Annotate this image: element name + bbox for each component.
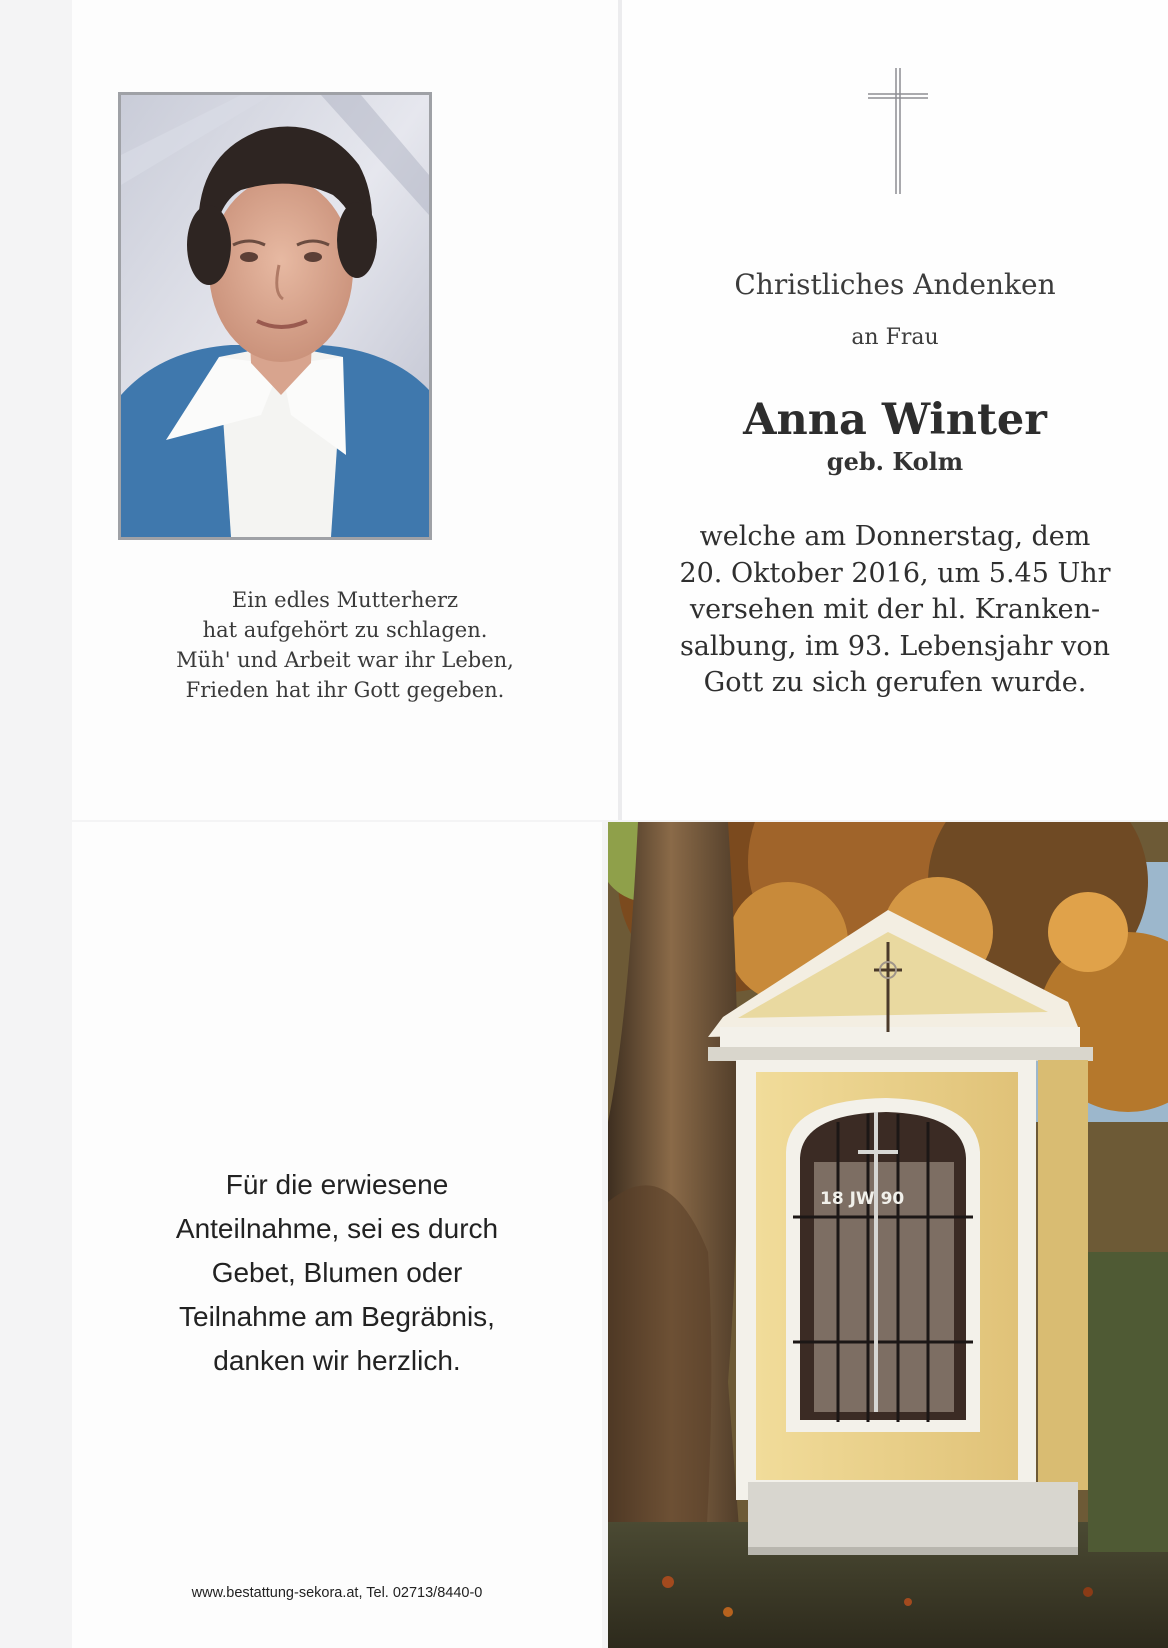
obituary-text [622, 519, 1168, 702]
deceased-name: Anna Winter [743, 395, 1047, 445]
memorial-subheading: an Frau [851, 325, 939, 350]
thanks-message [72, 1163, 602, 1383]
obituary-line: salbung, im 93. Lebensjahr von [679, 630, 1111, 662]
thanks-line: danken wir herzlich. [213, 1345, 461, 1376]
verse-line: Müh' und Arbeit war ihr Leben, [176, 648, 514, 672]
cross-icon [868, 68, 928, 194]
memorial-verse [72, 585, 618, 705]
thanks-line: Gebet, Blumen oder [211, 1257, 463, 1288]
memorial-heading: Christliches Andenken [734, 268, 1056, 301]
chapel-photo [608, 822, 1168, 1648]
chapel-inscription: 18 JW 90 [820, 1189, 905, 1209]
funeral-home-contact: www.bestattung-sekora.at, Tel. 02713/8440-0 [191, 1585, 483, 1601]
portrait-photo [118, 92, 432, 540]
obituary-line: Gott zu sich gerufen wurde. [703, 667, 1087, 698]
birth-name: geb. Kolm [826, 447, 964, 476]
obituary-line: welche am Donnerstag, dem [699, 521, 1091, 552]
obituary-line: versehen mit der hl. Kranken- [689, 594, 1101, 625]
thanks-line: Anteilnahme, sei es durch [175, 1213, 499, 1244]
thanks-line: Teilnahme am Begräbnis, [179, 1301, 495, 1332]
thanks-line: Für die erwiesene [225, 1169, 449, 1200]
verse-line: Frieden hat ihr Gott gegeben. [185, 678, 505, 702]
obituary-line: 20. Oktober 2016, um 5.45 Uhr [679, 557, 1111, 589]
verse-line: Ein edles Mutterherz [231, 588, 459, 612]
verse-line: hat aufgehört zu schlagen. [202, 618, 488, 642]
